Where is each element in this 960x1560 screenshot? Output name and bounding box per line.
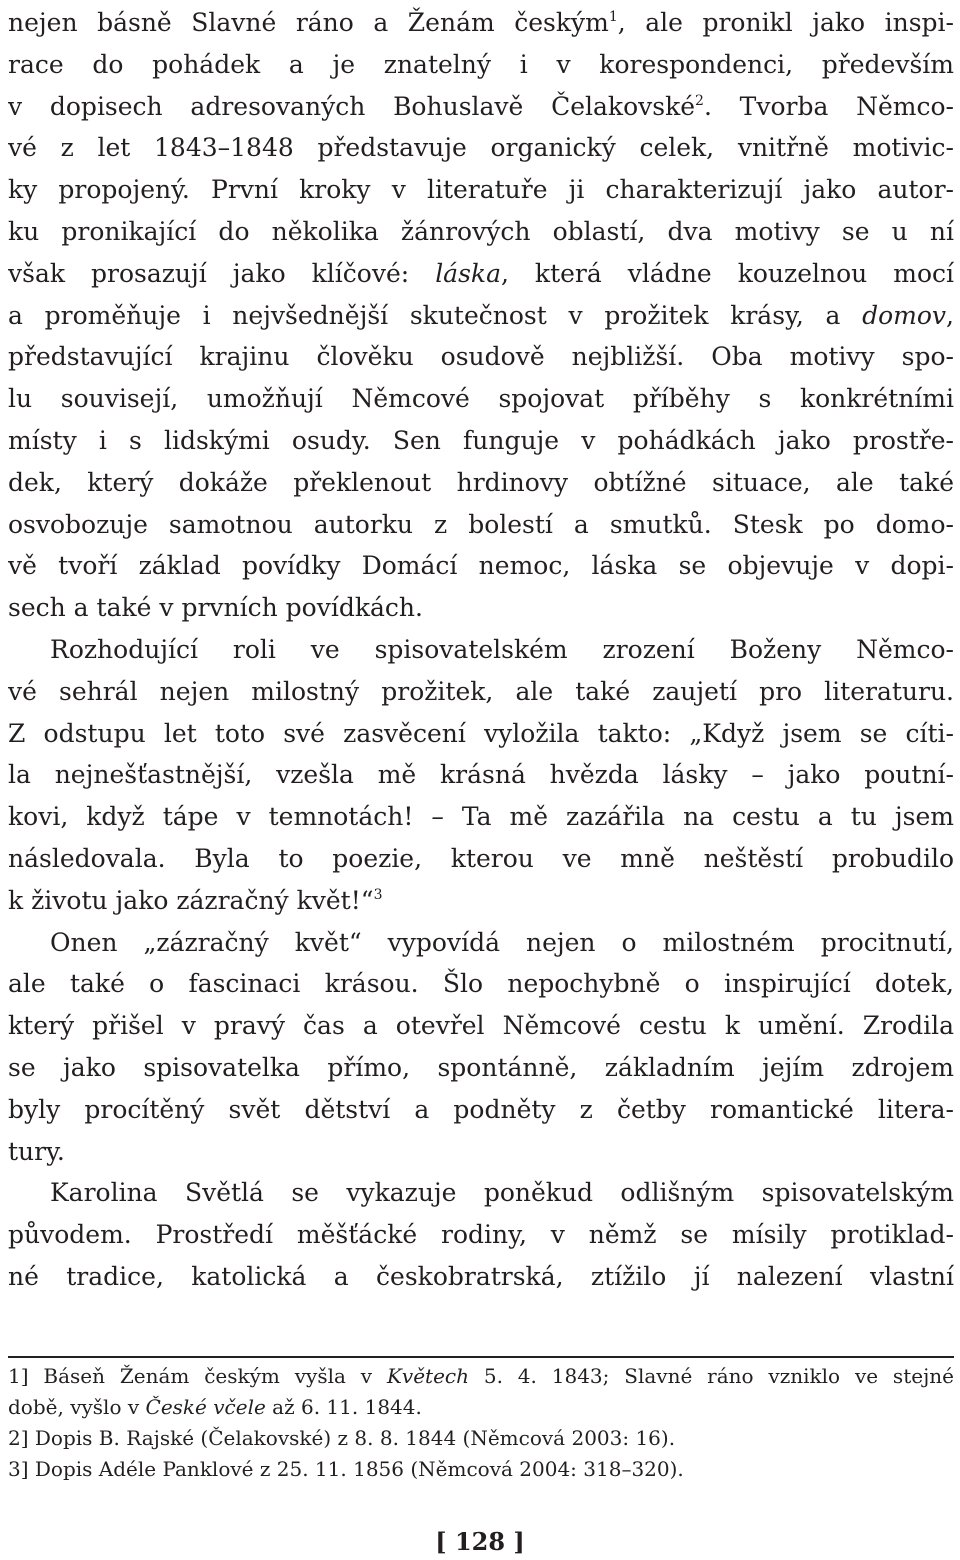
text-run: 2] Dopis B. Rajské (Čelakovské) z 8. 8. 1844 (Němcová 2003: 16). — [8, 1426, 676, 1450]
footnote-ref: 2 — [695, 92, 704, 109]
text-run: k životu jako zázračný květ!“ — [8, 885, 374, 915]
text-run: 5. 4. 1843; Slavné ráno vzniklo ve stejné — [469, 1364, 954, 1388]
text-line — [8, 169, 954, 211]
text-line — [8, 127, 954, 169]
text-run: , která vládne kouzelnou mocí — [500, 258, 954, 288]
text-run: race do pohádek a je znatelný i v korespondenci, především — [8, 49, 954, 79]
text-line — [8, 1256, 954, 1298]
text-run: dek, který dokáže překlenout hrdinovy obtížné situace, ale také — [8, 467, 954, 497]
page-number: [ 128 ] — [435, 1527, 525, 1556]
footnote-ref: 1 — [608, 9, 618, 25]
text-line — [8, 462, 954, 504]
text-run: následovala. Byla to poezie, kterou ve mně neštěstí probudilo — [8, 843, 954, 873]
italic-text: Květech — [386, 1364, 469, 1388]
text-run: Karolina Světlá se vykazuje poněkud odlišným spisovatelským — [50, 1178, 954, 1208]
text-line — [8, 1214, 954, 1256]
text-run: né tradice, katolická a českobratrská, ztížilo jí nalezení vlastní — [8, 1261, 954, 1291]
footnote-line — [8, 1454, 954, 1485]
text-line — [8, 1172, 954, 1214]
text-run: až 6. 11. 1844. — [265, 1395, 422, 1419]
text-line — [8, 545, 954, 587]
text-run: ky propojený. První kroky v literatuře ji charakterizují jako autor- — [8, 175, 954, 205]
text-run: osvobozuje samotnou autorku z bolestí a smutků. Stesk po domo- — [8, 509, 954, 539]
text-line — [8, 504, 954, 546]
text-run: původem. Prostředí měšťácké rodiny, v němž se mísily protiklad- — [8, 1220, 954, 1250]
text-run: představující krajinu člověku osudově nejbližší. Oba motivy spo- — [8, 342, 954, 372]
text-run: se jako spisovatelka přímo, spontánně, základním jejím zdrojem — [8, 1052, 954, 1082]
footnote-ref: 3 — [373, 886, 383, 903]
text-run: ku pronikající do několika žánrových oblastí, dva motivy se u ní — [8, 216, 954, 246]
text-run: místy i s lidskými osudy. Sen funguje v pohádkách jako prostře- — [8, 425, 954, 455]
text-run: vé z let 1843–1848 představuje organický celek, vnitřně motivic- — [8, 133, 954, 163]
text-line — [8, 253, 954, 295]
text-line — [8, 1047, 954, 1089]
text-run: 3] Dopis Adéle Panklové z 25. 11. 1856 (Němcová 2004: 318–320). — [8, 1457, 684, 1481]
text-run: době, vyšlo v — [8, 1395, 146, 1419]
text-line — [8, 2, 954, 44]
italic-text: České včele — [145, 1395, 266, 1419]
footnote-line — [8, 1423, 954, 1454]
text-line — [8, 1005, 954, 1047]
text-run: 1] Báseň Ženám českým vyšla v — [8, 1364, 387, 1388]
text-run: la nejnešťastnější, vzešla mě krásná hvězda lásky – jako poutní- — [8, 760, 954, 790]
text-run: v dopisech adresovaných Bohuslavě Čelakovské — [8, 91, 696, 121]
text-run: sech a také v prvních povídkách. — [8, 593, 423, 623]
text-run: který přišel v pravý čas a otevřel Němcové cestu k umění. Zrodila — [8, 1011, 954, 1041]
italic-text: domov — [862, 300, 947, 330]
text-line — [8, 880, 954, 922]
text-run: byly procítěný svět dětství a podněty z četby romantické litera- — [8, 1094, 954, 1124]
text-run: však prosazují jako klíčové: — [8, 258, 436, 288]
text-line — [8, 295, 954, 337]
text-run: tury. — [8, 1136, 65, 1166]
text-line — [8, 713, 954, 755]
footnote-line — [8, 1392, 954, 1423]
text-line — [8, 754, 954, 796]
text-line — [8, 1131, 954, 1173]
text-line — [8, 44, 954, 86]
text-line — [8, 336, 954, 378]
text-run: Rozhodující roli ve spisovatelském zrození Boženy Němco- — [50, 634, 954, 664]
text-line — [8, 587, 954, 629]
text-line — [8, 1089, 954, 1131]
text-line — [8, 420, 954, 462]
text-line — [8, 963, 954, 1005]
text-line — [8, 671, 954, 713]
text-line — [8, 211, 954, 253]
text-run: kovi, když tápe v temnotách! – Ta mě zazářila na cestu a tu jsem — [8, 802, 954, 832]
text-line — [8, 86, 954, 128]
footnotes — [8, 1361, 954, 1485]
text-line — [8, 796, 954, 838]
text-run: lu souvisejí, umožňují Němcové spojovat příběhy s konkrétními — [8, 384, 954, 414]
main-text — [8, 2, 954, 1298]
footnote-line — [8, 1361, 954, 1392]
text-run: a proměňuje i nejvšednější skutečnost v prožitek krásy, a — [8, 300, 863, 330]
text-run: Onen „zázračný květ“ vypovídá nejen o milostném procitnutí, — [50, 927, 954, 957]
footnote-divider — [8, 1356, 954, 1358]
text-run: ale také o fascinaci krásou. Šlo nepochybně o inspirující dotek, — [8, 969, 954, 999]
text-line — [8, 838, 954, 880]
text-run: vé sehrál nejen milostný prožitek, ale také zaujetí pro literaturu. — [8, 676, 954, 706]
italic-text: láska — [435, 258, 501, 288]
text-line — [8, 629, 954, 671]
text-run: nejen básně Slavné ráno a Ženám českým — [8, 8, 609, 37]
text-run: . Tvorba Němco- — [703, 91, 954, 121]
text-run: , — [946, 300, 954, 330]
text-run: vě tvoří základ povídky Domácí nemoc, láska se objevuje v dopi- — [8, 551, 954, 581]
text-run: Z odstupu let toto své zasvěcení vyložila takto: „Když jsem se cíti- — [8, 718, 954, 748]
text-run: , ale pronikl jako inspi- — [617, 8, 954, 37]
text-line — [8, 378, 954, 420]
text-line — [8, 922, 954, 964]
